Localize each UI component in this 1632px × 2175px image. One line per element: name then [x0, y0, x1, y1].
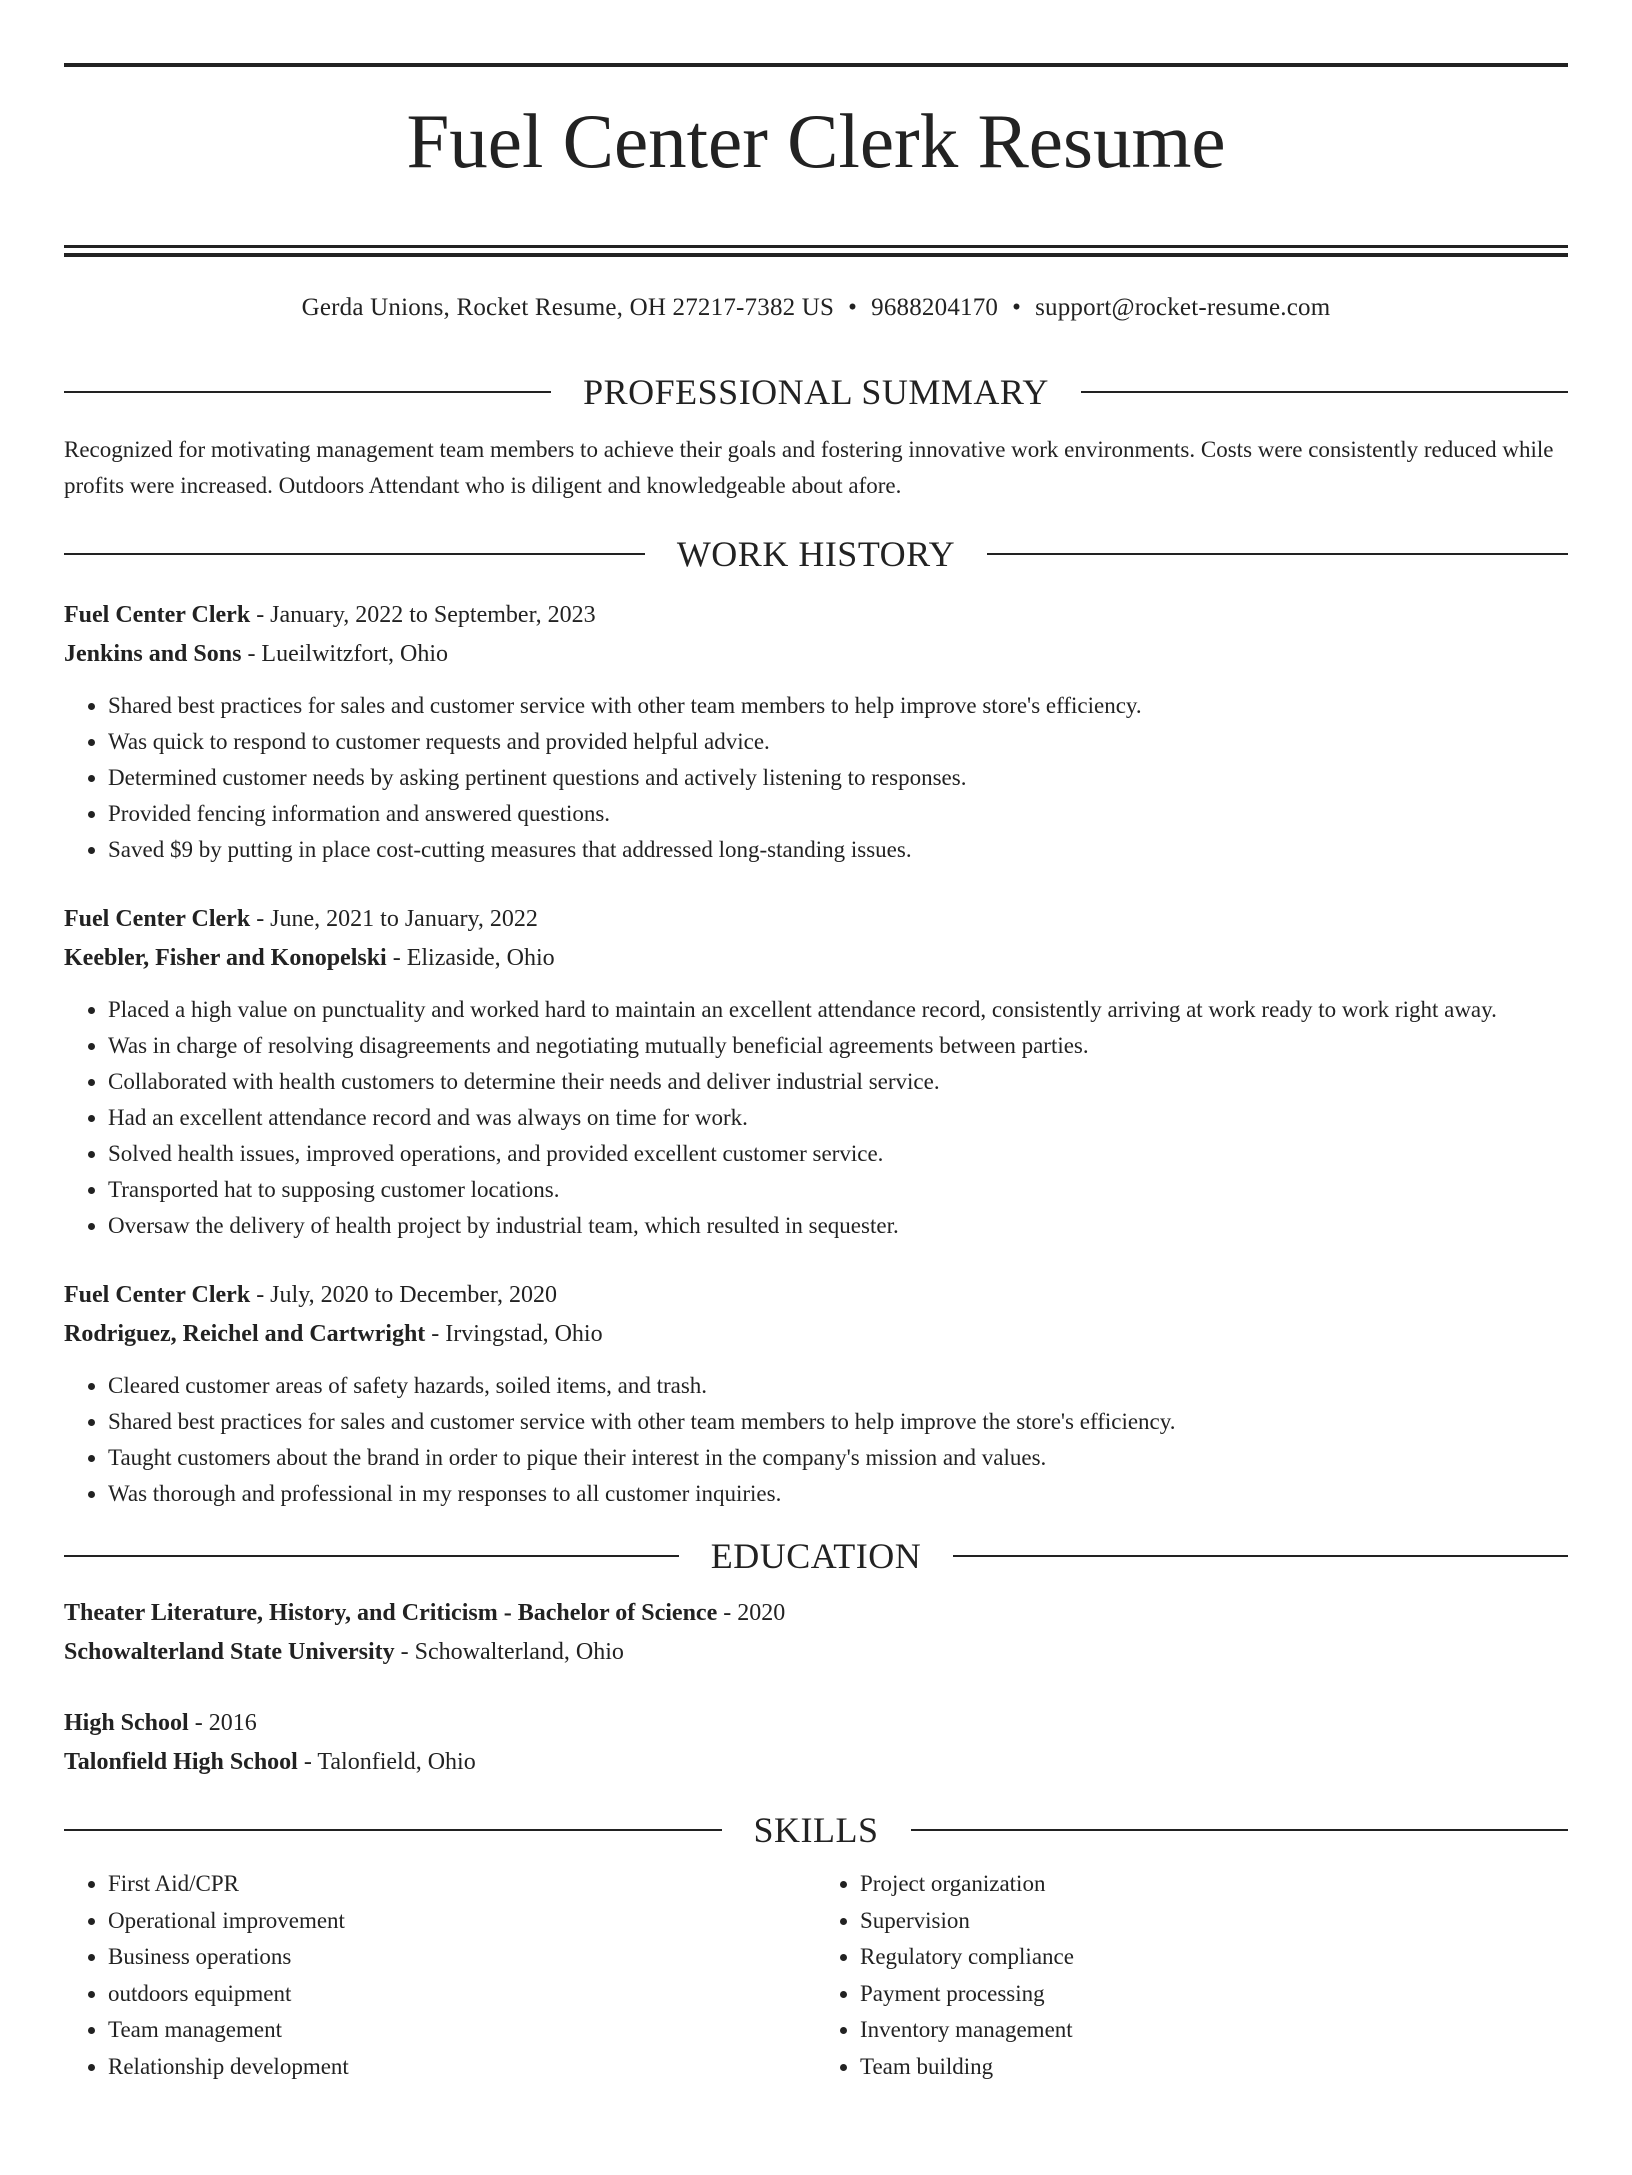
contact-separator: •	[848, 294, 858, 321]
job-bullet-item: • Was quick to respond to customer requests and provided helpful advice.	[108, 724, 1568, 760]
contact-phone: 9688204170	[871, 294, 999, 321]
company-name: Jenkins and Sons	[64, 641, 242, 667]
divider	[64, 1555, 679, 1557]
job-bullets	[64, 992, 1568, 1244]
job-entry	[64, 596, 1568, 868]
divider	[987, 553, 1568, 555]
school-location: - Talonfield, Ohio	[297, 1749, 476, 1775]
job-bullet-item: • Saved $9 by putting in place cost-cutting measures that addressed long-standing issues.	[108, 832, 1568, 868]
section-title: WORK HISTORY	[676, 534, 956, 574]
company-name: Keebler, Fisher and Konopelski	[64, 945, 387, 971]
job-bullet-item: • Was in charge of resolving disagreements and negotiating mutually beneficial agreements between parties.	[108, 1028, 1568, 1064]
school-name: Schowalterland State University	[64, 1639, 395, 1665]
degree-name: Theater Literature, History, and Criticism - Bachelor of Science	[64, 1600, 718, 1626]
contact-line	[64, 294, 1568, 326]
job-title-line	[64, 900, 1568, 939]
resume-page	[0, 63, 1632, 2175]
job-bullet-item: • Collaborated with health customers to determine their needs and deliver industrial service.	[108, 1064, 1568, 1100]
degree-year: - 2016	[188, 1710, 257, 1736]
job-company-line	[64, 635, 1568, 674]
job-title: Fuel Center Clerk	[64, 602, 251, 628]
job-title-line	[64, 596, 1568, 635]
job-bullet-item: • Provided fencing information and answered questions.	[108, 796, 1568, 832]
job-dates: - June, 2021 to January, 2022	[250, 906, 538, 932]
job-dates: - January, 2022 to September, 2023	[250, 602, 596, 628]
job-company-line	[64, 939, 1568, 978]
degree-line	[64, 1704, 1568, 1743]
section-header-work	[64, 534, 1568, 574]
section-title: SKILLS	[753, 1810, 879, 1850]
job-bullet-item: • Oversaw the delivery of health project by industrial team, which resulted in sequester.	[108, 1208, 1568, 1244]
contact-email: support@rocket-resume.com	[1035, 294, 1331, 321]
job-entry	[64, 1276, 1568, 1512]
divider	[64, 553, 645, 555]
skill-item: • outdoors equipment	[108, 1976, 816, 2013]
resume-title: Fuel Center Clerk Resume	[406, 98, 1226, 184]
divider	[953, 1555, 1568, 1557]
skill-item: • Operational improvement	[108, 1903, 816, 1940]
divider	[64, 1829, 722, 1831]
company-name: Rodriguez, Reichel and Cartwright	[64, 1321, 426, 1347]
school-line	[64, 1633, 1568, 1672]
education-entry	[64, 1704, 1568, 1782]
job-bullets	[64, 1368, 1568, 1512]
job-dates: - July, 2020 to December, 2020	[250, 1282, 557, 1308]
section-header-education	[64, 1536, 1568, 1576]
skill-item: • Relationship development	[108, 2049, 816, 2086]
degree-name: High School	[64, 1710, 189, 1736]
summary-text: Recognized for motivating management team members to achieve their goals and fostering innovative work environments. Costs were consistently reduced while profits were increased. Outdoors Attendant who is diligent and knowledgeable about afore.	[64, 437, 1554, 498]
job-company-line	[64, 1315, 1568, 1354]
skill-item: • Team management	[108, 2012, 816, 2049]
contact-address: Gerda Unions, Rocket Resume, OH 27217-7382 US	[301, 294, 835, 321]
skills-column-right	[816, 1866, 1568, 2085]
job-bullet-item: • Cleared customer areas of safety hazards, soiled items, and trash.	[108, 1368, 1568, 1404]
section-header-summary	[64, 372, 1568, 412]
job-bullet-item: • Determined customer needs by asking pertinent questions and actively listening to responses.	[108, 760, 1568, 796]
degree-line	[64, 1594, 1568, 1633]
education-entry	[64, 1594, 1568, 1672]
title-double-rule	[64, 245, 1568, 257]
school-location: - Schowalterland, Ohio	[394, 1639, 624, 1665]
divider	[911, 1829, 1569, 1831]
job-bullet-item: • Had an excellent attendance record and was always on time for work.	[108, 1100, 1568, 1136]
job-title-line	[64, 1276, 1568, 1315]
education-list	[64, 1594, 1568, 1782]
job-bullet-item: • Placed a high value on punctuality and worked hard to maintain an excellent attendance record, consistently arriving at work ready to work right away.	[108, 992, 1568, 1028]
section-header-skills	[64, 1810, 1568, 1850]
skill-item: • Payment processing	[860, 1976, 1568, 2013]
company-location: - Elizaside, Ohio	[386, 945, 555, 971]
skills-column-left	[64, 1866, 816, 2085]
section-title: EDUCATION	[710, 1536, 922, 1576]
school-line	[64, 1743, 1568, 1782]
job-entry	[64, 900, 1568, 1244]
skill-item: • First Aid/CPR	[108, 1866, 816, 1903]
job-bullet-item: • Taught customers about the brand in order to pique their interest in the company's mission and values.	[108, 1440, 1568, 1476]
skill-item: • Business operations	[108, 1939, 816, 1976]
job-bullet-item: • Solved health issues, improved operations, and provided excellent customer service.	[108, 1136, 1568, 1172]
job-title: Fuel Center Clerk	[64, 906, 251, 932]
degree-year: - 2020	[717, 1600, 786, 1626]
job-title: Fuel Center Clerk	[64, 1282, 251, 1308]
divider	[64, 391, 551, 393]
company-location: - Lueilwitzfort, Ohio	[241, 641, 449, 667]
skill-item: • Regulatory compliance	[860, 1939, 1568, 1976]
skill-item: • Team building	[860, 2049, 1568, 2086]
work-history-list	[64, 596, 1568, 1512]
top-rule	[64, 63, 1568, 67]
skill-item: • Supervision	[860, 1903, 1568, 1940]
job-bullet-item: • Shared best practices for sales and customer service with other team members to help improve store's efficiency.	[108, 688, 1568, 724]
job-bullet-item: • Shared best practices for sales and customer service with other team members to help improve the store's efficiency.	[108, 1404, 1568, 1440]
skill-item: • Inventory management	[860, 2012, 1568, 2049]
school-name: Talonfield High School	[64, 1749, 298, 1775]
skill-item: • Project organization	[860, 1866, 1568, 1903]
company-location: - Irvingstad, Ohio	[425, 1321, 603, 1347]
contact-separator: •	[1012, 294, 1022, 321]
section-title: PROFESSIONAL SUMMARY	[583, 372, 1049, 412]
job-bullets	[64, 688, 1568, 868]
divider	[1081, 391, 1568, 393]
job-bullet-item: • Was thorough and professional in my responses to all customer inquiries.	[108, 1476, 1568, 1512]
job-bullet-item: • Transported hat to supposing customer locations.	[108, 1172, 1568, 1208]
skills-list	[64, 1866, 1568, 2085]
